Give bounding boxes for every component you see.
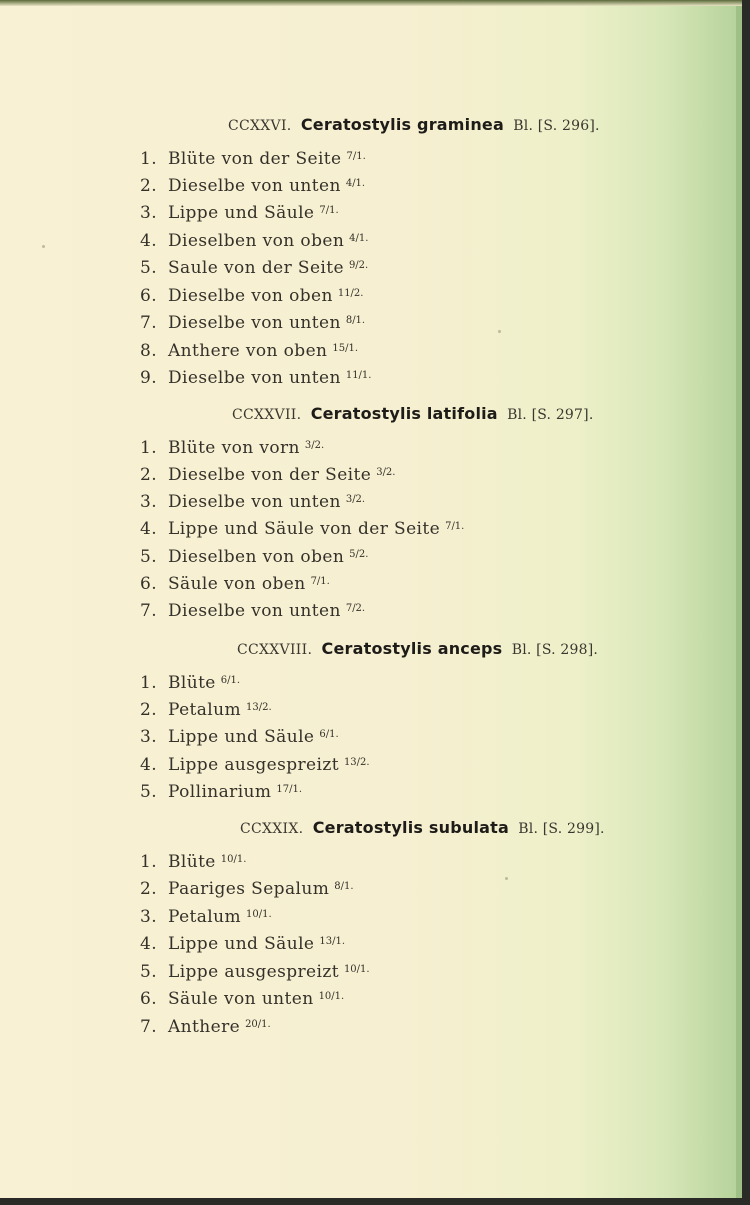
item-number: 1. (140, 852, 158, 872)
item-scale: 6/1. (319, 729, 339, 740)
section-author-ref: Bl. [S. 297]. (507, 407, 594, 423)
item-scale: 8/1. (334, 881, 354, 892)
figure-item (140, 778, 302, 802)
item-scale: 4/1. (349, 233, 369, 244)
section-roman-numeral: CCXXVI. (228, 118, 292, 134)
item-number: 6. (140, 989, 158, 1009)
figure-item (140, 958, 370, 982)
figure-item (140, 364, 371, 388)
section-heading (232, 404, 593, 423)
item-scale: 7/1. (346, 151, 366, 162)
item-text: Petalum (168, 907, 242, 927)
item-scale: 6/1. (220, 675, 241, 686)
figure-item (140, 903, 272, 927)
item-scale: 7/2. (345, 603, 366, 614)
item-text: Blüte (168, 673, 216, 693)
item-number: 7. (140, 313, 158, 333)
item-number: 3. (140, 907, 158, 927)
item-number: 6. (140, 286, 158, 306)
section-roman-numeral: CCXXIX. (240, 821, 304, 837)
item-number: 2. (140, 176, 158, 196)
figure-item (140, 461, 395, 485)
item-text: Lippe und Säule von der Seite (168, 519, 441, 539)
item-scale: 7/1. (310, 576, 330, 587)
item-scale: 17/1. (276, 784, 303, 795)
item-number: 4. (140, 755, 158, 775)
species-name: Ceratostylis subulata (312, 818, 509, 837)
item-scale: 4/1. (345, 178, 366, 189)
item-number: 5. (140, 962, 158, 982)
item-text: Anthere von oben (168, 341, 328, 361)
figure-item (140, 1013, 271, 1037)
figure-item (140, 434, 324, 458)
section-roman-numeral: CCXXVII. (232, 407, 302, 423)
figure-item (140, 751, 370, 775)
figure-item (140, 985, 344, 1009)
section-author-ref: Bl. [S. 296]. (513, 118, 600, 134)
item-scale: 13/1. (319, 936, 346, 947)
item-text: Dieselbe von unten (168, 492, 341, 512)
section-heading (240, 818, 605, 837)
item-number: 2. (140, 465, 158, 485)
item-number: 1. (140, 149, 158, 169)
item-scale: 13/2. (246, 702, 272, 713)
item-number: 9. (140, 368, 158, 388)
figure-item (140, 199, 339, 223)
item-text: Petalum (168, 700, 242, 720)
figure-item (140, 309, 365, 333)
page-top-edge (0, 0, 742, 6)
figure-item (140, 172, 365, 196)
item-text: Lippe ausgespreizt (168, 755, 339, 775)
section-author-ref: Bl. [S. 298]. (511, 642, 599, 658)
item-text: Dieselbe von unten (168, 313, 341, 333)
item-scale: 7/1. (319, 205, 339, 216)
item-number: 2. (140, 879, 158, 899)
species-name: Ceratostylis latifolia (310, 404, 498, 423)
item-text: Säule von oben (168, 574, 306, 594)
item-scale: 9/2. (348, 260, 369, 271)
item-scale: 10/1. (220, 854, 247, 865)
item-scale: 11/1. (345, 370, 372, 381)
item-scale: 5/2. (349, 549, 369, 560)
item-text: Pollinarium (168, 782, 272, 802)
item-text: Saule von der Seite (168, 258, 344, 278)
item-scale: 15/1. (332, 343, 359, 354)
item-number: 4. (140, 231, 158, 251)
item-text: Blüte (168, 852, 216, 872)
item-text: Paariges Sepalum (168, 879, 330, 899)
paper-speck (505, 877, 508, 880)
figure-item (140, 597, 365, 621)
figure-item (140, 696, 272, 720)
species-name: Ceratostylis anceps (321, 639, 503, 658)
item-number: 1. (140, 673, 158, 693)
item-number: 4. (140, 519, 158, 539)
item-number: 2. (140, 700, 158, 720)
figure-item (140, 145, 366, 169)
item-text: Blüte von der Seite (168, 149, 342, 169)
figure-item (140, 254, 368, 278)
figure-item (140, 570, 330, 594)
item-text: Lippe und Säule (168, 203, 315, 223)
section-heading (228, 115, 600, 134)
item-number: 6. (140, 574, 158, 594)
paper-speck (498, 330, 501, 333)
item-scale: 11/2. (337, 288, 364, 299)
item-text: Dieselbe von unten (168, 601, 341, 621)
item-text: Dieselben von oben (168, 547, 345, 567)
paper-speck (42, 245, 45, 248)
figure-item (140, 930, 345, 954)
item-text: Dieselbe von unten (168, 176, 341, 196)
item-scale: 7/1. (445, 521, 465, 532)
figure-item (140, 543, 368, 567)
figure-item (140, 488, 365, 512)
item-text: Dieselbe von der Seite (168, 465, 372, 485)
item-number: 4. (140, 934, 158, 954)
item-number: 5. (140, 782, 158, 802)
item-text: Säule von unten (168, 989, 314, 1009)
item-text: Lippe und Säule (168, 934, 315, 954)
item-text: Lippe ausgespreizt (168, 962, 339, 982)
figure-item (140, 515, 464, 539)
item-scale: 20/1. (245, 1019, 271, 1030)
figure-item (140, 337, 358, 361)
item-text: Dieselben von oben (168, 231, 345, 251)
species-name: Ceratostylis graminea (300, 115, 504, 134)
item-scale: 3/2. (345, 494, 366, 505)
item-scale: 8/1. (345, 315, 366, 326)
item-number: 1. (140, 438, 158, 458)
item-scale: 13/2. (343, 757, 370, 768)
item-number: 8. (140, 341, 158, 361)
figure-item (140, 848, 246, 872)
item-text: Dieselbe von oben (168, 286, 333, 306)
item-text: Blüte von vorn (168, 438, 300, 458)
figure-item (140, 669, 240, 693)
item-number: 5. (140, 258, 158, 278)
item-scale: 10/1. (343, 964, 370, 975)
item-text: Lippe und Säule (168, 727, 315, 747)
item-scale: 3/2. (304, 440, 325, 451)
item-number: 7. (140, 1017, 158, 1037)
item-text: Dieselbe von unten (168, 368, 341, 388)
figure-item (140, 723, 339, 747)
item-number: 3. (140, 203, 158, 223)
figure-item (140, 227, 368, 251)
item-number: 7. (140, 601, 158, 621)
item-scale: 10/1. (318, 991, 345, 1002)
item-number: 3. (140, 727, 158, 747)
section-roman-numeral: CCXXVIII. (237, 642, 313, 658)
item-number: 3. (140, 492, 158, 512)
section-author-ref: Bl. [S. 299]. (518, 821, 605, 837)
section-heading (237, 639, 598, 658)
item-scale: 10/1. (246, 909, 272, 920)
item-scale: 3/2. (376, 467, 396, 478)
item-text: Anthere (168, 1017, 241, 1037)
figure-item (140, 282, 363, 306)
item-number: 5. (140, 547, 158, 567)
figure-item (140, 875, 354, 899)
